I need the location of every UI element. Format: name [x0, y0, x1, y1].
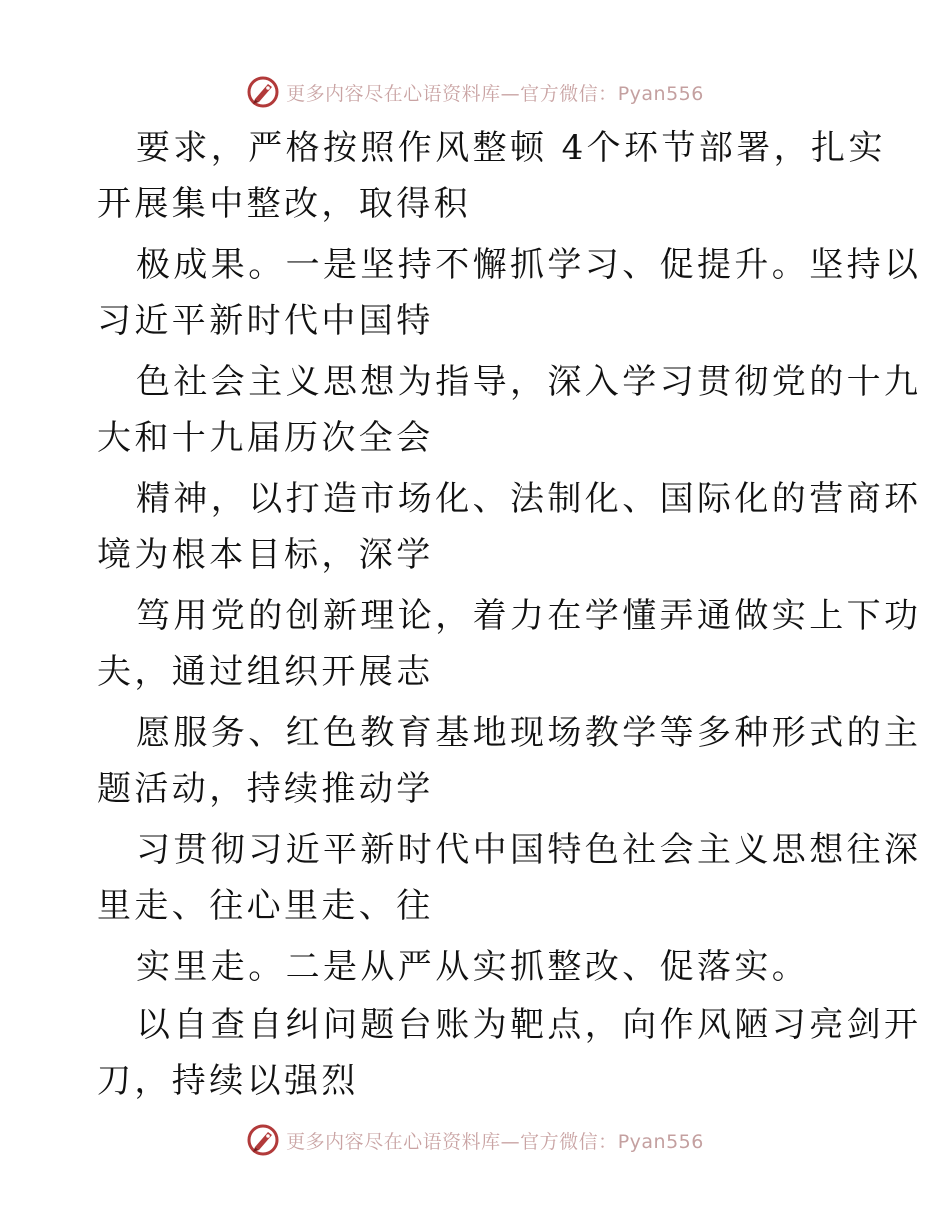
text-line: 精神，以打造市场化、法制化、国际化的营商环 [136, 479, 922, 519]
text-line: 实里走。二是从严从实抓整改、促落实。 [136, 947, 810, 987]
watermark-group [246, 1123, 704, 1157]
watermark-dash: — [500, 82, 521, 105]
watermark-main: 更多内容尽在心语资料库 [286, 82, 501, 105]
text-line: 境为根本目标，深学 [97, 535, 434, 575]
text-line: 色社会主义思想为指导，深入学习贯彻党的十九 [136, 362, 922, 402]
text-line: 要求，严格按照作风整顿 4个环节部署，扎实 [136, 128, 886, 168]
watermark-label: 官方微信： [520, 1130, 618, 1153]
text-line: 开展集中整改，取得积 [97, 184, 471, 224]
text-line: 习近平新时代中国特 [97, 301, 434, 341]
pen-logo-icon [246, 1123, 280, 1157]
watermark-group [246, 75, 704, 109]
text-line: 刀，持续以强烈 [97, 1061, 359, 1101]
watermark-account: Pyan556 [617, 82, 704, 105]
watermark-account: Pyan556 [617, 1130, 704, 1153]
text-line: 极成果。一是坚持不懈抓学习、促提升。坚持以 [136, 245, 922, 285]
footer-watermark [0, 1120, 950, 1160]
header-watermark [0, 72, 950, 112]
text-line: 愿服务、红色教育基地现场教学等多种形式的主 [136, 713, 922, 753]
pen-logo-icon [246, 75, 280, 109]
text-line: 大和十九届历次全会 [97, 418, 434, 458]
watermark-main: 更多内容尽在心语资料库 [286, 1130, 501, 1153]
watermark-text [286, 1127, 704, 1154]
text-line: 以自查自纠问题台账为靶点，向作风陋习亮剑开 [136, 1005, 922, 1045]
text-line: 习贯彻习近平新时代中国特色社会主义思想往深 [136, 830, 922, 870]
text-line: 里走、往心里走、往 [97, 886, 434, 926]
watermark-dash: — [500, 1130, 521, 1153]
text-line: 笃用党的创新理论，着力在学懂弄通做实上下功 [136, 596, 922, 636]
text-line: 题活动，持续推动学 [97, 769, 434, 809]
watermark-text [286, 79, 704, 106]
watermark-label: 官方微信： [520, 82, 618, 105]
text-line: 夫，通过组织开展志 [97, 652, 434, 692]
